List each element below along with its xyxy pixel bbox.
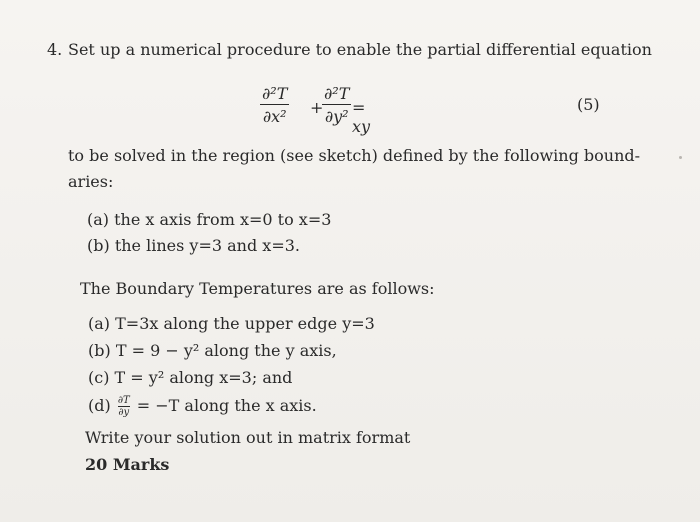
temp-item-b: (b) T = 9 − y² along the y axis, <box>88 341 337 360</box>
fraction-denominator: ∂y <box>118 407 130 418</box>
matrix-instruction: Write your solution out in matrix format <box>85 428 411 447</box>
question-intro: Set up a numerical procedure to enable the partial differential equation <box>68 40 652 59</box>
fraction-d2t-dy2 <box>322 84 351 126</box>
temp-item-c: (c) T = y² along x=3; and <box>88 368 293 387</box>
equation-number: (5) <box>577 95 600 114</box>
region-text-line2: aries: <box>68 172 114 191</box>
temps-heading: The Boundary Temperatures are as follows: <box>80 279 435 298</box>
fraction-dt-dy <box>118 395 130 418</box>
temp-item-d-rest: = −T along the x axis. <box>136 396 317 415</box>
temp-item-a: (a) T=3x along the upper edge y=3 <box>88 314 375 333</box>
region-text-line1: to be solved in the region (see sketch) defined by the following bound- <box>68 146 641 165</box>
boundary-item-a: (a) the x axis from x=0 to x=3 <box>87 210 332 229</box>
question-number: 4. <box>47 40 63 59</box>
temp-item-d-prefix: (d) <box>88 396 111 415</box>
marks-label: 20 Marks <box>85 455 170 474</box>
fraction-denominator: ∂x² <box>262 107 287 126</box>
fraction-numerator: ∂²T <box>262 84 288 103</box>
equation-rhs: = xy <box>352 98 371 136</box>
fraction-numerator: ∂²T <box>324 84 350 103</box>
fraction-denominator: ∂y² <box>324 107 349 126</box>
fraction-d2t-dx2 <box>260 84 289 126</box>
plus-sign: + <box>310 98 324 117</box>
temp-item-d <box>88 395 317 418</box>
boundary-item-b: (b) the lines y=3 and x=3. <box>87 236 300 255</box>
paper-speck <box>679 156 682 159</box>
fraction-numerator: ∂T <box>117 395 130 406</box>
